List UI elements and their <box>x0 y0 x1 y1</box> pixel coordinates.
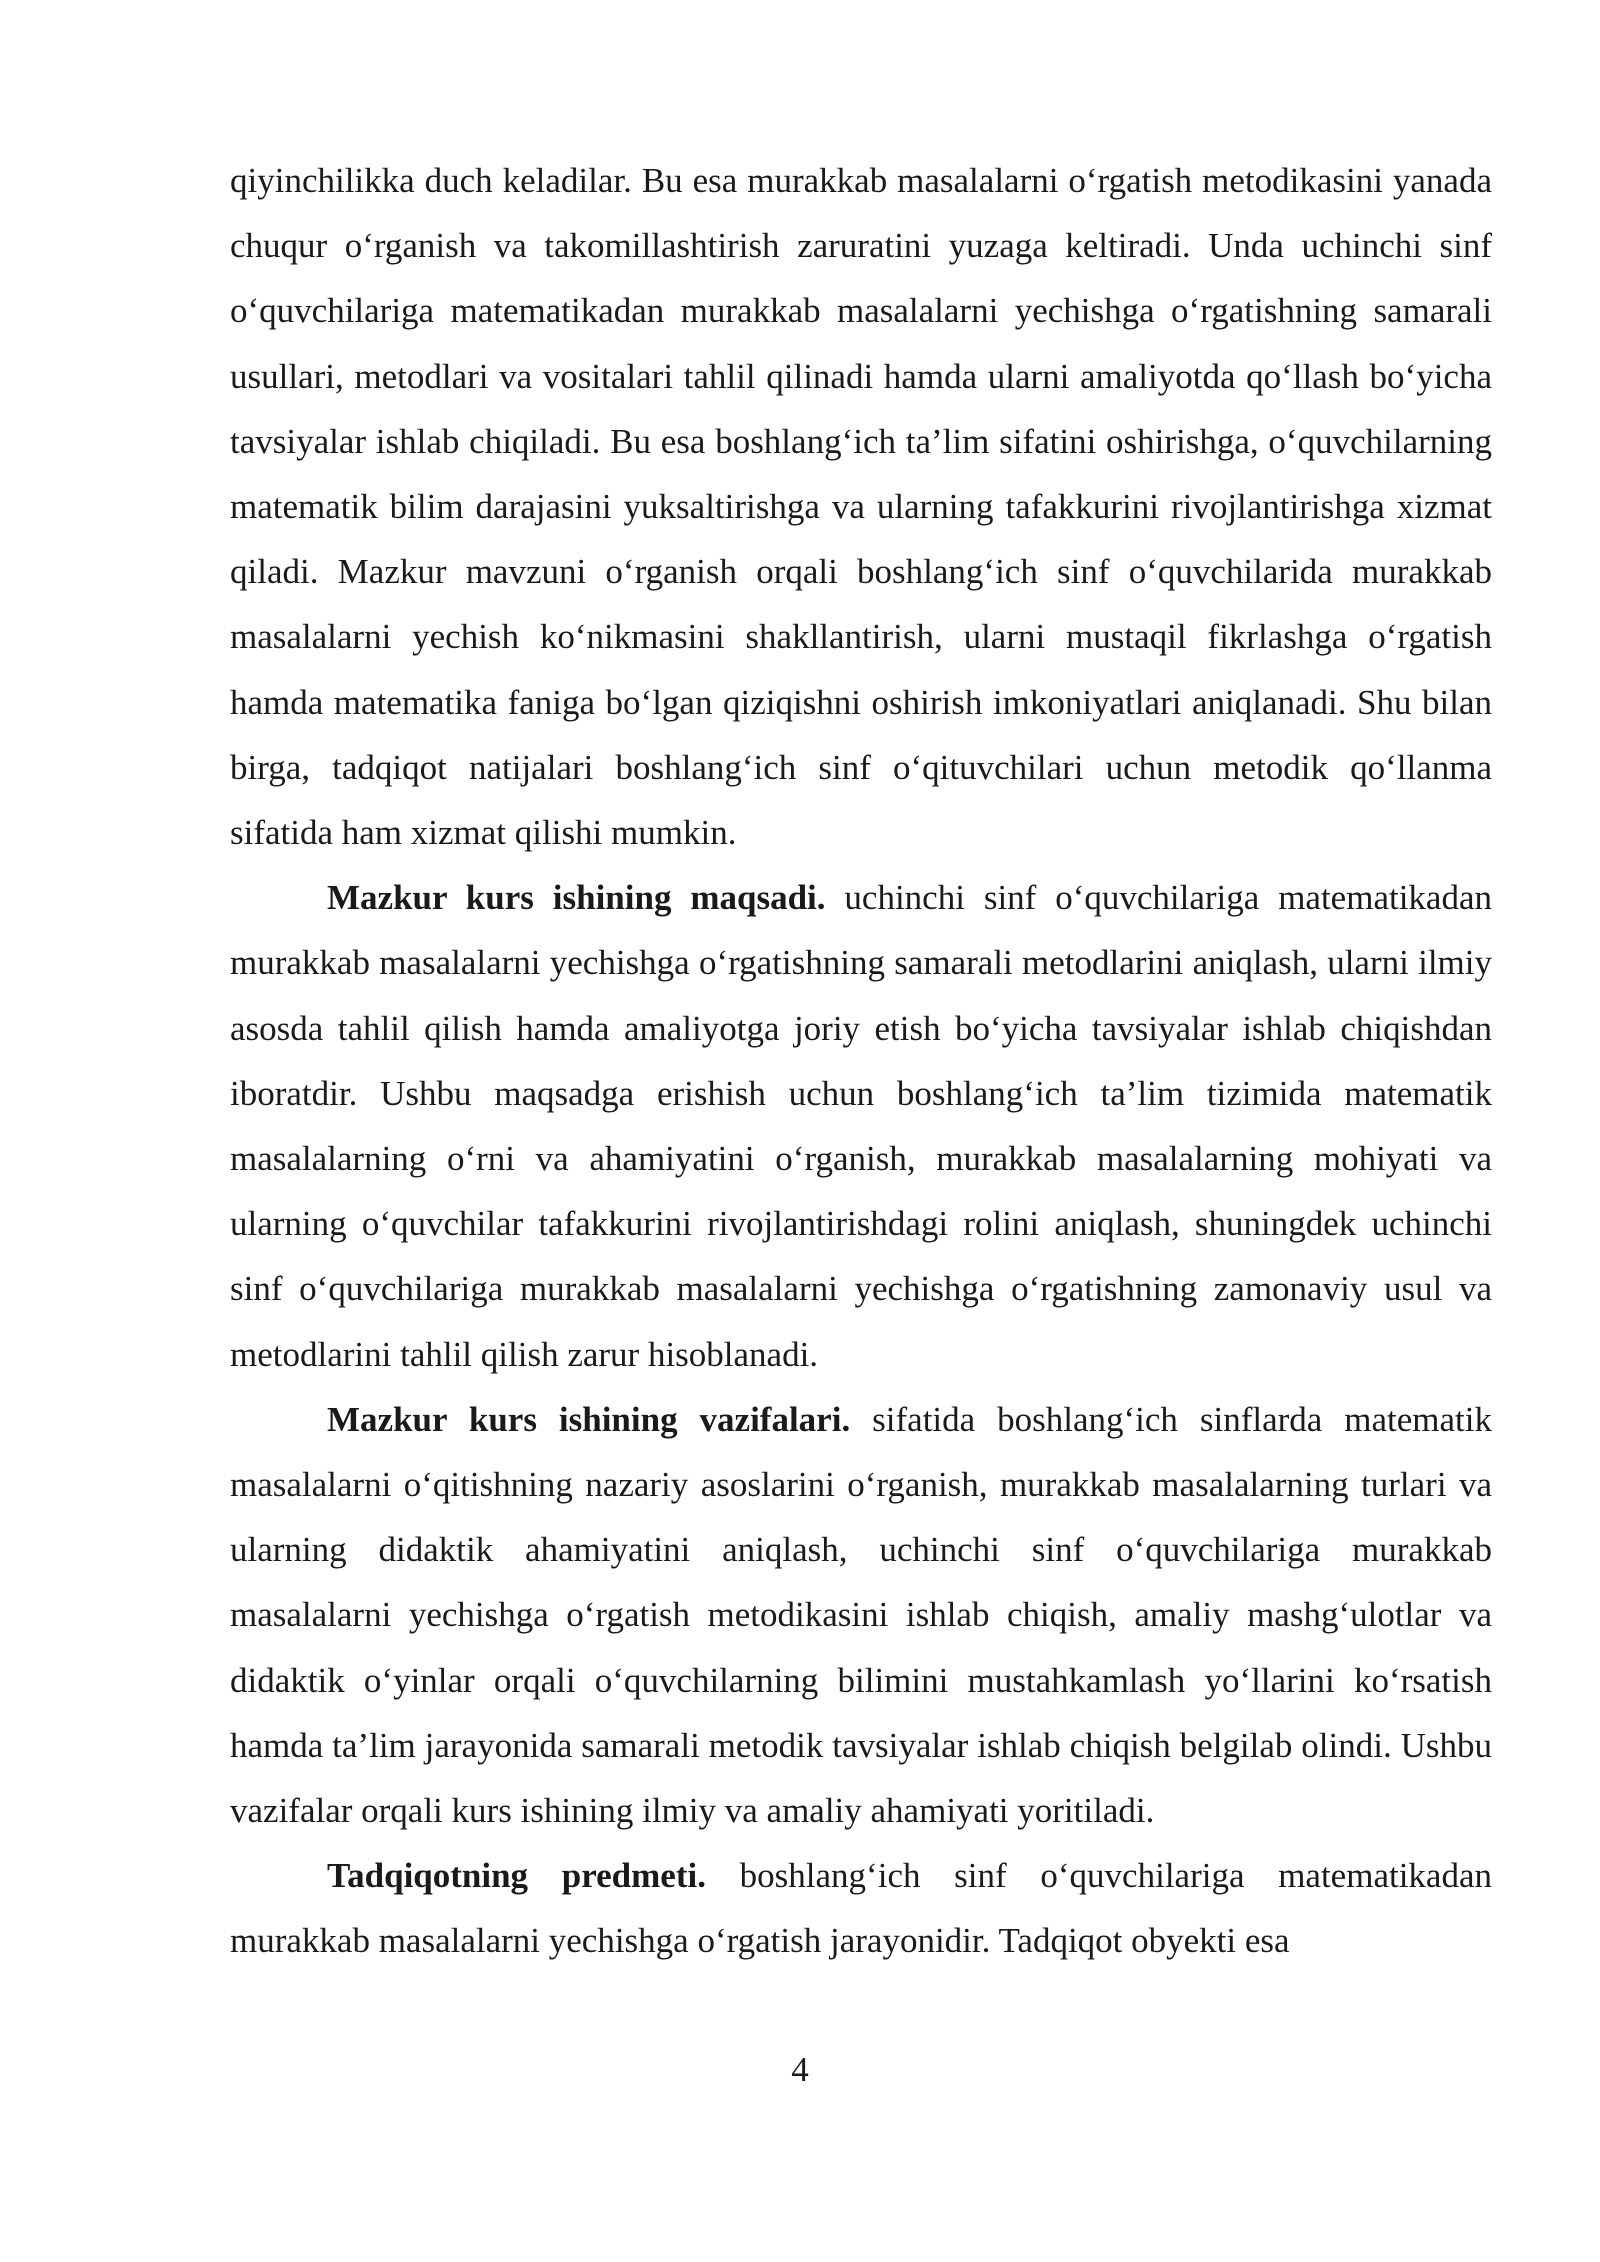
page-number: 4 <box>791 2050 809 2089</box>
paragraph-text: uchinchi sinf o‘quvchilariga matematikadan murakkab masalalarni yechishga o‘rgatishning samarali metodlarini aniqlash, ularni ilmiy asosda tahlil qilish hamda amaliyotga joriy etish bo‘yicha tavsiyalar ishlab chiqishdan iboratdir. Ushbu maqsadga erishish uchun boshlang‘ich ta’lim tizimida matematik masalalarning o‘rni va ahamiyatini o‘rganish, murakkab masalalarning mohiyati va ularning o‘quvchilar tafakkurini rivojlantirishdagi rolini aniqlash, shuningdek uchinchi sinf o‘quvchilariga murakkab masalalarni yechishga o‘rgatishning zamonaviy usul va metodlarini tahlil qilish zarur hisoblanadi. <box>230 878 1492 1374</box>
paragraph-text: qiyinchilikka duch keladilar. Bu esa murakkab masalalarni o‘rgatish metodikasini yanada chuqur o‘rganish va takomillashtirish zaruratini yuzaga keltiradi. Unda uchinchi sinf o‘quvchilariga matematikadan murakkab masalalarni yechishga o‘rgatishning samarali usullari, metodlari va vositalari tahlil qilinadi hamda ularni amaliyotda qo‘llash bo‘yicha tavsiyalar ishlab chiqiladi. Bu esa boshlang‘ich ta’lim sifatini oshirishga, o‘quvchilarning matematik bilim darajasini yuksaltirishga va ularning tafakkurini rivojlantirishga xizmat qiladi. Mazkur mavzuni o‘rganish orqali boshlang‘ich sinf o‘quvchilarida murakkab masalalarni yechish ko‘nikmasini shakllantirish, ularni mustaqil fikrlashga o‘rgatish hamda matematika faniga bo‘lgan qiziqishni oshirish imkoniyatlari aniqlanadi. Shu bilan birga, tadqiqot natijalari boshlang‘ich sinf o‘qituvchilari uchun metodik qo‘llanma sifatida ham xizmat qilishi mumkin. <box>230 161 1492 853</box>
paragraph-heading-subject: Tadqiqotning predmeti. <box>327 1856 706 1896</box>
paragraph-tasks <box>230 1387 1492 1843</box>
document-page <box>230 148 1492 2148</box>
paragraph-goal <box>230 865 1492 1387</box>
paragraph-subject <box>230 1843 1492 1973</box>
paragraph-heading-tasks: Mazkur kurs ishining vazifalari. <box>327 1399 851 1439</box>
paragraph-text: boshlang‘ich sinf o‘quvchilariga matematikadan murakkab masalalarni yechishga o‘rgatish jarayonidir. Tadqiqot obyekti esa <box>230 1856 1492 1961</box>
paragraph-text: sifatida boshlang‘ich sinflarda matematik masalalarni o‘qitishning nazariy asoslarini o‘rganish, murakkab masalalarning turlari va ularning didaktik ahamiyatini aniqlash, uchinchi sinf o‘quvchilariga murakkab masalalarni yechishga o‘rgatish metodikasini ishlab chiqish, amaliy mashg‘ulotlar va didaktik o‘yinlar orqali o‘quvchilarning bilimini mustahkamlash yo‘llarini ko‘rsatish hamda ta’lim jarayonida samarali metodik tavsiyalar ishlab chiqish belgilab olindi. Ushbu vazifalar orqali kurs ishining ilmiy va amaliy ahamiyati yoritiladi. <box>230 1399 1493 1831</box>
paragraph-heading-goal: Mazkur kurs ishining maqsadi. <box>327 878 826 918</box>
paragraph-intro-continuation <box>230 148 1492 865</box>
